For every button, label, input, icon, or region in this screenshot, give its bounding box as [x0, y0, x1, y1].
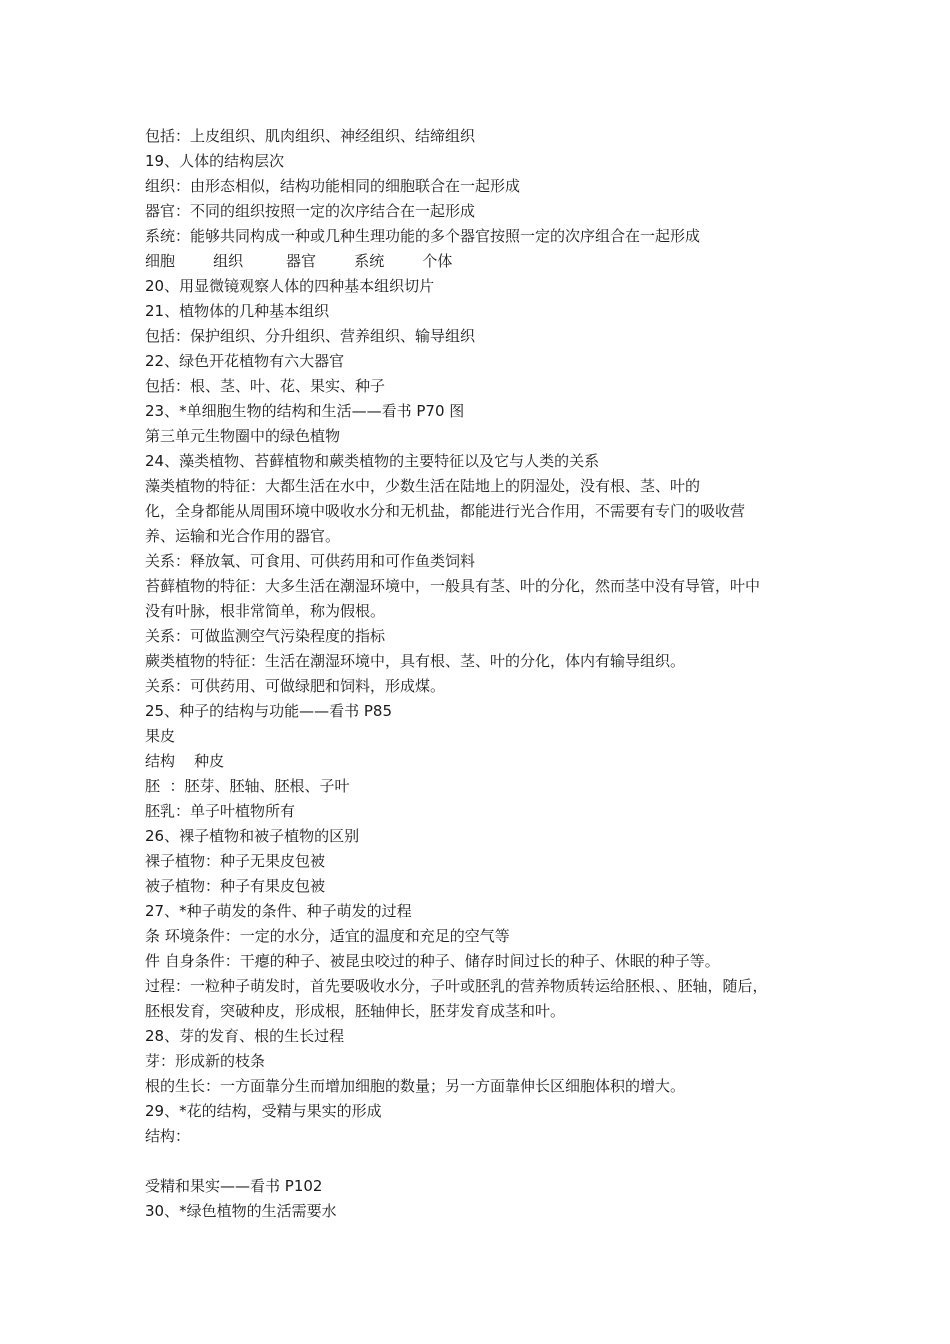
text-line: 蕨类植物的特征：生活在潮湿环境中，具有根、茎、叶的分化，体内有输导组织。 [145, 652, 686, 670]
section-heading: 26、裸子植物和被子植物的区别 [145, 827, 360, 845]
text-line: 关系：可做监测空气污染程度的指标 [145, 627, 386, 645]
section-heading: 20、用显微镜观察人体的四种基本组织切片 [145, 277, 435, 295]
section-heading: 22、绿色开花植物有六大器官 [145, 352, 345, 370]
text-line: 器官：不同的组织按照一定的次序结合在一起形成 [145, 202, 476, 220]
section-heading: 27、*种子萌发的条件、种子萌发的过程 [145, 902, 412, 920]
section-heading: 30、*绿色植物的生活需要水 [145, 1202, 337, 1220]
text-line: 没有叶脉，根非常简单，称为假根。 [145, 602, 386, 620]
text-line: 养、运输和光合作用的器官。 [145, 527, 341, 545]
text-line: 芽：形成新的枝条 [145, 1052, 266, 1070]
text-line: 被子植物：种子有果皮包被 [145, 877, 326, 895]
text-line: 结构 种皮 [145, 752, 225, 770]
section-heading: 29、*花的结构，受精与果实的形成 [145, 1102, 382, 1120]
section-heading: 21、植物体的几种基本组织 [145, 302, 330, 320]
text-line: 关系：可供药用、可做绿肥和饲料，形成煤。 [145, 677, 446, 695]
hierarchy-line: 细胞 组织 器官 系统 个体 [145, 252, 453, 270]
text-line: 结构： [145, 1127, 191, 1145]
text-line: 包括：上皮组织、肌肉组织、神经组织、结缔组织 [145, 127, 476, 145]
section-heading: 19、人体的结构层次 [145, 152, 285, 170]
text-line: 过程：一粒种子萌发时，首先要吸收水分，子叶或胚乳的营养物质转运给胚根、、胚轴，随后， [145, 977, 768, 995]
text-line: 条 环境条件：一定的水分，适宜的温度和充足的空气等 [145, 927, 510, 945]
text-line: 苔藓植物的特征：大多生活在潮湿环境中，一般具有茎、叶的分化，然而茎中没有导管，叶中 [145, 577, 761, 595]
unit-title: 第三单元生物圈中的绿色植物 [145, 427, 341, 445]
text-line: 胚乳：单子叶植物所有 [145, 802, 296, 820]
text-line: 裸子植物：种子无果皮包被 [145, 852, 326, 870]
text-line: 关系：释放氧、可食用、可供药用和可作鱼类饲料 [145, 552, 476, 570]
section-heading: 受精和果实——看书 P102 [145, 1177, 323, 1195]
text-line: 胚 ：胚芽、胚轴、胚根、子叶 [145, 777, 350, 795]
text-line: 组织：由形态相似，结构功能相同的细胞联合在一起形成 [145, 177, 521, 195]
section-heading: 24、藻类植物、苔藓植物和蕨类植物的主要特征以及它与人类的关系 [145, 452, 600, 470]
section-heading: 23、*单细胞生物的结构和生活——看书 P70 图 [145, 402, 465, 420]
document-page [145, 124, 815, 1224]
text-line: 化，全身都能从周围环境中吸收水分和无机盐，都能进行光合作用，不需要有专门的吸收营 [145, 502, 746, 520]
blank-line [145, 1149, 815, 1174]
text-line: 胚根发育，突破种皮，形成根，胚轴伸长，胚芽发育成茎和叶。 [145, 1002, 566, 1020]
text-line: 系统：能够共同构成一种或几种生理功能的多个器官按照一定的次序组合在一起形成 [145, 227, 701, 245]
section-heading: 28、芽的发育、根的生长过程 [145, 1027, 345, 1045]
text-line: 件 自身条件：干瘪的种子、被昆虫咬过的种子、储存时间过长的种子、休眠的种子等。 [145, 952, 720, 970]
text-line: 果皮 [145, 727, 176, 745]
section-heading: 25、种子的结构与功能——看书 P85 [145, 702, 392, 720]
text-line: 包括：保护组织、分升组织、营养组织、输导组织 [145, 327, 476, 345]
text-line: 根的生长：一方面靠分生而增加细胞的数量；另一方面靠伸长区细胞体积的增大。 [145, 1077, 686, 1095]
text-line: 藻类植物的特征：大都生活在水中，少数生活在陆地上的阴湿处，没有根、茎、叶的 [145, 477, 701, 495]
text-line: 包括：根、茎、叶、花、果实、种子 [145, 377, 386, 395]
